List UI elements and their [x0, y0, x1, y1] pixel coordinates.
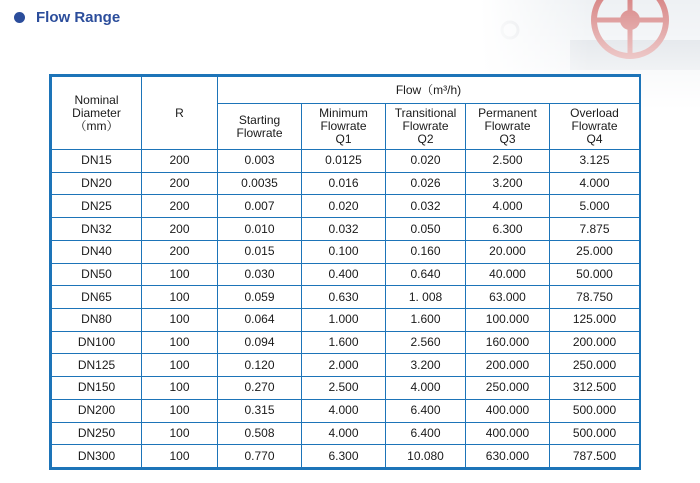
cell-r: 200 — [142, 240, 218, 263]
cell-starting: 0.315 — [218, 399, 302, 422]
cell-nominal-diameter: DN150 — [52, 377, 142, 400]
table-body — [52, 150, 640, 468]
cell-nominal-diameter: DN200 — [52, 399, 142, 422]
cell-permanent: 2.500 — [466, 150, 550, 173]
cell-starting: 0.0035 — [218, 172, 302, 195]
table-row — [52, 331, 640, 354]
cell-r: 100 — [142, 263, 218, 286]
table-row — [52, 172, 640, 195]
cell-overload: 500.000 — [550, 399, 640, 422]
cell-overload: 500.000 — [550, 422, 640, 445]
table-row — [52, 422, 640, 445]
cell-permanent: 20.000 — [466, 240, 550, 263]
header-overload-flowrate: Overload Flowrate Q4 — [550, 104, 640, 150]
cell-permanent: 4.000 — [466, 195, 550, 218]
cell-transitional: 0.020 — [386, 150, 466, 173]
cell-starting: 0.010 — [218, 218, 302, 241]
cell-nominal-diameter: DN65 — [52, 286, 142, 309]
cell-nominal-diameter: DN300 — [52, 445, 142, 468]
cell-transitional: 6.400 — [386, 422, 466, 445]
cell-overload: 200.000 — [550, 331, 640, 354]
cell-r: 100 — [142, 286, 218, 309]
cell-r: 100 — [142, 308, 218, 331]
cell-transitional: 1. 008 — [386, 286, 466, 309]
cell-nominal-diameter: DN50 — [52, 263, 142, 286]
cell-permanent: 200.000 — [466, 354, 550, 377]
cell-minimum: 0.016 — [302, 172, 386, 195]
table-row — [52, 263, 640, 286]
cell-starting: 0.030 — [218, 263, 302, 286]
cell-nominal-diameter: DN32 — [52, 218, 142, 241]
header-permanent-flowrate: Permanent Flowrate Q3 — [466, 104, 550, 150]
cell-transitional: 3.200 — [386, 354, 466, 377]
header-starting-flowrate: Starting Flowrate — [218, 104, 302, 150]
flow-range-table — [49, 74, 641, 470]
cell-r: 100 — [142, 422, 218, 445]
table-row — [52, 399, 640, 422]
cell-permanent: 400.000 — [466, 399, 550, 422]
cell-minimum: 0.100 — [302, 240, 386, 263]
cell-nominal-diameter: DN40 — [52, 240, 142, 263]
cell-transitional: 0.050 — [386, 218, 466, 241]
cell-transitional: 0.160 — [386, 240, 466, 263]
cell-overload: 7.875 — [550, 218, 640, 241]
cell-transitional: 0.032 — [386, 195, 466, 218]
section-heading — [14, 6, 120, 28]
header-transitional-flowrate: Transitional Flowrate Q2 — [386, 104, 466, 150]
table-row — [52, 354, 640, 377]
cell-overload: 5.000 — [550, 195, 640, 218]
cell-transitional: 4.000 — [386, 377, 466, 400]
table-row — [52, 377, 640, 400]
cell-overload: 50.000 — [550, 263, 640, 286]
cell-minimum: 1.600 — [302, 331, 386, 354]
cell-r: 200 — [142, 172, 218, 195]
header-minimum-flowrate: Minimum Flowrate Q1 — [302, 104, 386, 150]
cell-starting: 0.094 — [218, 331, 302, 354]
cell-transitional: 0.640 — [386, 263, 466, 286]
cell-starting: 0.770 — [218, 445, 302, 468]
cell-starting: 0.007 — [218, 195, 302, 218]
cell-minimum: 0.0125 — [302, 150, 386, 173]
cell-r: 100 — [142, 331, 218, 354]
cell-permanent: 6.300 — [466, 218, 550, 241]
table-row — [52, 286, 640, 309]
cell-transitional: 10.080 — [386, 445, 466, 468]
header-r: R — [142, 77, 218, 150]
cell-starting: 0.015 — [218, 240, 302, 263]
cell-minimum: 0.400 — [302, 263, 386, 286]
cell-overload: 787.500 — [550, 445, 640, 468]
cell-overload: 25.000 — [550, 240, 640, 263]
cell-r: 100 — [142, 399, 218, 422]
cell-minimum: 0.020 — [302, 195, 386, 218]
cell-minimum: 1.000 — [302, 308, 386, 331]
cell-minimum: 0.630 — [302, 286, 386, 309]
cell-r: 200 — [142, 195, 218, 218]
table-row — [52, 195, 640, 218]
cell-r: 100 — [142, 354, 218, 377]
cell-r: 100 — [142, 377, 218, 400]
cell-minimum: 6.300 — [302, 445, 386, 468]
cell-minimum: 4.000 — [302, 422, 386, 445]
cell-starting: 0.270 — [218, 377, 302, 400]
cell-minimum: 0.032 — [302, 218, 386, 241]
table-row — [52, 150, 640, 173]
bullet-icon — [14, 12, 25, 23]
cell-permanent: 160.000 — [466, 331, 550, 354]
cell-transitional: 0.026 — [386, 172, 466, 195]
header-flow: Flow（m³/h) — [218, 77, 640, 104]
cell-permanent: 400.000 — [466, 422, 550, 445]
cell-r: 200 — [142, 150, 218, 173]
cell-permanent: 3.200 — [466, 172, 550, 195]
cell-minimum: 2.000 — [302, 354, 386, 377]
cell-overload: 125.000 — [550, 308, 640, 331]
cell-r: 200 — [142, 218, 218, 241]
cell-permanent: 630.000 — [466, 445, 550, 468]
cell-permanent: 63.000 — [466, 286, 550, 309]
cell-minimum: 2.500 — [302, 377, 386, 400]
cell-nominal-diameter: DN15 — [52, 150, 142, 173]
cell-overload: 4.000 — [550, 172, 640, 195]
cell-overload: 78.750 — [550, 286, 640, 309]
cell-nominal-diameter: DN250 — [52, 422, 142, 445]
cell-starting: 0.059 — [218, 286, 302, 309]
cell-permanent: 250.000 — [466, 377, 550, 400]
cell-overload: 3.125 — [550, 150, 640, 173]
cell-starting: 0.120 — [218, 354, 302, 377]
cell-transitional: 1.600 — [386, 308, 466, 331]
cell-starting: 0.508 — [218, 422, 302, 445]
header-nominal-diameter: Nominal Diameter （mm） — [52, 77, 142, 150]
cell-minimum: 4.000 — [302, 399, 386, 422]
table-row — [52, 445, 640, 468]
table-row — [52, 218, 640, 241]
table-row — [52, 240, 640, 263]
cell-nominal-diameter: DN125 — [52, 354, 142, 377]
cell-starting: 0.003 — [218, 150, 302, 173]
cell-nominal-diameter: DN20 — [52, 172, 142, 195]
page-title: Flow Range — [36, 8, 121, 26]
cell-overload: 250.000 — [550, 354, 640, 377]
cell-starting: 0.064 — [218, 308, 302, 331]
cell-permanent: 100.000 — [466, 308, 550, 331]
table-row — [52, 308, 640, 331]
cell-r: 100 — [142, 445, 218, 468]
cell-nominal-diameter: DN25 — [52, 195, 142, 218]
cell-permanent: 40.000 — [466, 263, 550, 286]
cell-nominal-diameter: DN100 — [52, 331, 142, 354]
flow-table — [51, 76, 640, 468]
cell-transitional: 6.400 — [386, 399, 466, 422]
cell-overload: 312.500 — [550, 377, 640, 400]
cell-nominal-diameter: DN80 — [52, 308, 142, 331]
cell-transitional: 2.560 — [386, 331, 466, 354]
